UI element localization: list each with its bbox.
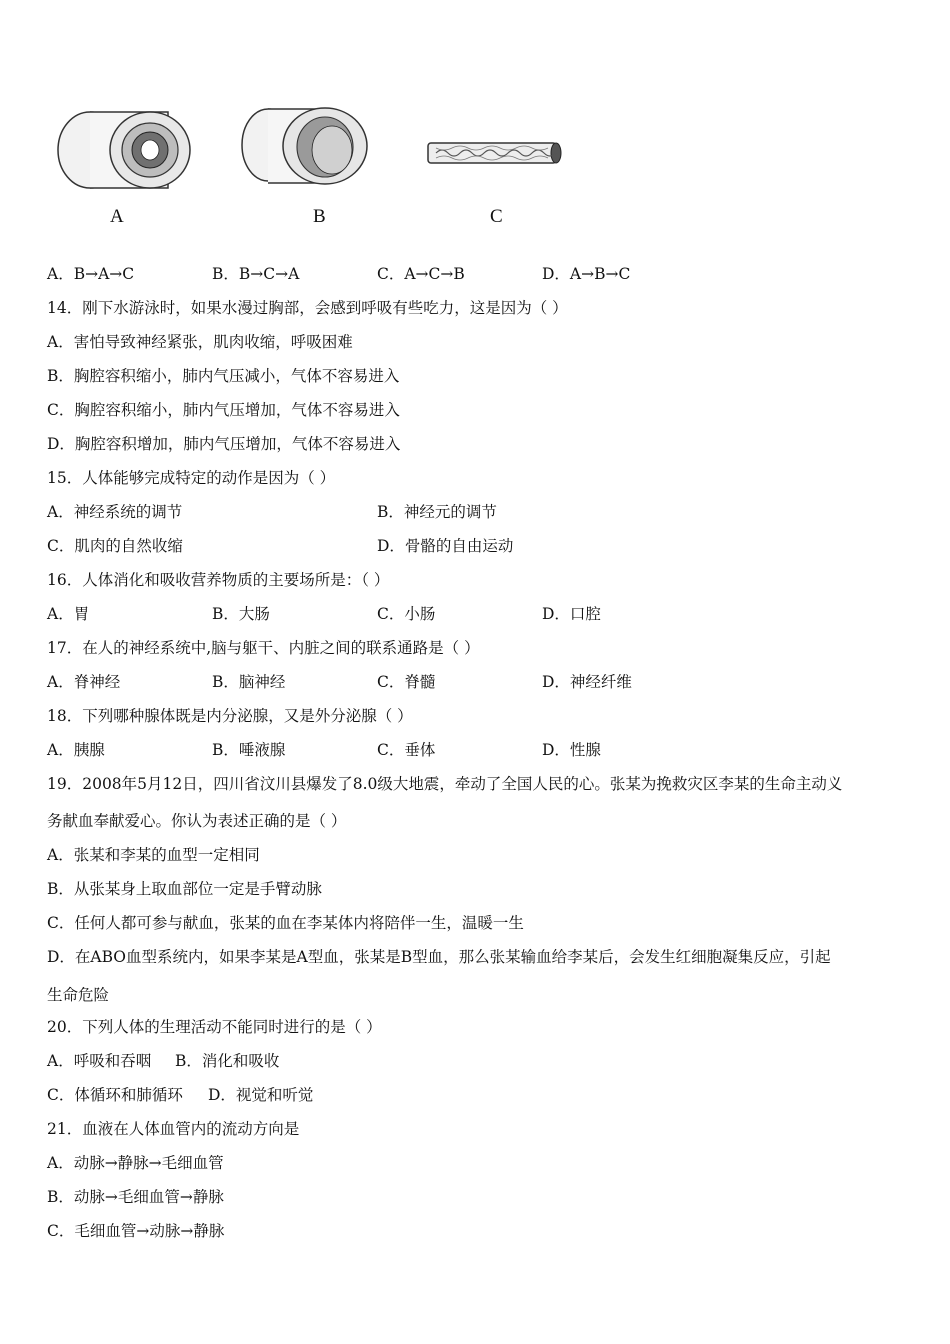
q18-option-c: C．垂体 — [377, 741, 436, 759]
figure-label-c: C — [490, 206, 503, 227]
q18-option-d: D．性腺 — [542, 741, 601, 759]
q21-option-a: A．动脉→静脉→毛细血管 — [47, 1154, 224, 1172]
vessel-c-illustration — [428, 143, 561, 163]
q16-option-d: D．口腔 — [542, 605, 601, 623]
q17-option-c: C．脊髓 — [377, 673, 436, 691]
figure-label-b: B — [313, 206, 326, 227]
vessel-a-illustration — [58, 112, 190, 188]
q13-option-b: B．B→C→A — [212, 265, 300, 283]
q17-stem: 17．在人的神经系统中,脑与躯干、内脏之间的联系通路是（ ） — [47, 639, 480, 657]
q19-stem-line2: 务献血奉献爱心。你认为表述正确的是（ ） — [47, 812, 347, 830]
q13-option-d: D．A→B→C — [542, 265, 631, 283]
q16-stem: 16．人体消化和吸收营养物质的主要场所是：（ ） — [47, 571, 390, 589]
q18-stem: 18．下列哪种腺体既是内分泌腺，又是外分泌腺（ ） — [47, 707, 413, 725]
q16-option-c: C．小肠 — [377, 605, 436, 623]
q19-option-d: D．在ABO血型系统内，如果李某是A型血，张某是B型血，那么张某输血给李某后，会发生红细胞凝集反应，引起 — [47, 948, 831, 966]
q21-option-c: C．毛细血管→动脉→静脉 — [47, 1222, 225, 1240]
q20-option-d: D．视觉和听觉 — [208, 1086, 314, 1104]
q20-option-b: B．消化和吸收 — [175, 1052, 280, 1070]
q19-option-a: A．张某和李某的血型一定相同 — [47, 846, 260, 864]
q17-option-d: D．神经纤维 — [542, 673, 632, 691]
figure-label-a: A — [110, 206, 124, 227]
q14-option-b: B．胸腔容积缩小，肺内气压减小，气体不容易进入 — [47, 367, 400, 385]
q15-option-b: B．神经元的调节 — [377, 503, 497, 521]
q19-option-d-line2: 生命危险 — [47, 986, 110, 1004]
q20-option-c: C．体循环和肺循环 — [47, 1086, 183, 1104]
q15-option-c: C．肌肉的自然收缩 — [47, 537, 183, 555]
q14-stem: 14．刚下水游泳时，如果水漫过胸部，会感到呼吸有些吃力，这是因为（ ） — [47, 299, 568, 317]
q17-option-b: B．脑神经 — [212, 673, 286, 691]
q14-option-d: D．胸腔容积增加，肺内气压增加，气体不容易进入 — [47, 435, 401, 453]
q16-option-b: B．大肠 — [212, 605, 270, 623]
q15-stem: 15．人体能够完成特定的动作是因为（ ） — [47, 469, 336, 487]
q18-option-b: B．唾液腺 — [212, 741, 286, 759]
q20-option-a: A．呼吸和吞咽 — [47, 1052, 152, 1070]
q21-stem: 21．血液在人体血管内的流动方向是 — [47, 1120, 300, 1138]
q19-stem-line1: 19．2008年5月12日，四川省汶川县爆发了8.0级大地震，牵动了全国人民的心。张某为挽救灾区李某的生命主动义 — [47, 775, 843, 793]
q20-stem: 20．下列人体的生理活动不能同时进行的是（ ） — [47, 1018, 382, 1036]
q19-option-c: C．任何人都可参与献血，张某的血在李某体内将陪伴一生，温暖一生 — [47, 914, 524, 932]
q15-option-a: A．神经系统的调节 — [47, 503, 183, 521]
q18-option-a: A．胰腺 — [47, 741, 105, 759]
vessel-b-illustration — [242, 108, 367, 184]
q14-option-c: C．胸腔容积缩小，肺内气压增加，气体不容易进入 — [47, 401, 400, 419]
q16-option-a: A．胃 — [47, 605, 90, 623]
q21-option-b: B．动脉→毛细血管→静脉 — [47, 1188, 224, 1206]
q15-option-d: D．骨骼的自由运动 — [377, 537, 514, 555]
q13-option-a: A．B→A→C — [47, 265, 135, 283]
q13-option-c: C．A→C→B — [377, 265, 465, 283]
vessel-illustrations — [50, 100, 590, 210]
q17-option-a: A．脊神经 — [47, 673, 121, 691]
blood-vessel-figure — [50, 100, 590, 240]
q19-option-b: B．从张某身上取血部位一定是手臂动脉 — [47, 880, 322, 898]
q14-option-a: A．害怕导致神经紧张，肌肉收缩，呼吸困难 — [47, 333, 353, 351]
